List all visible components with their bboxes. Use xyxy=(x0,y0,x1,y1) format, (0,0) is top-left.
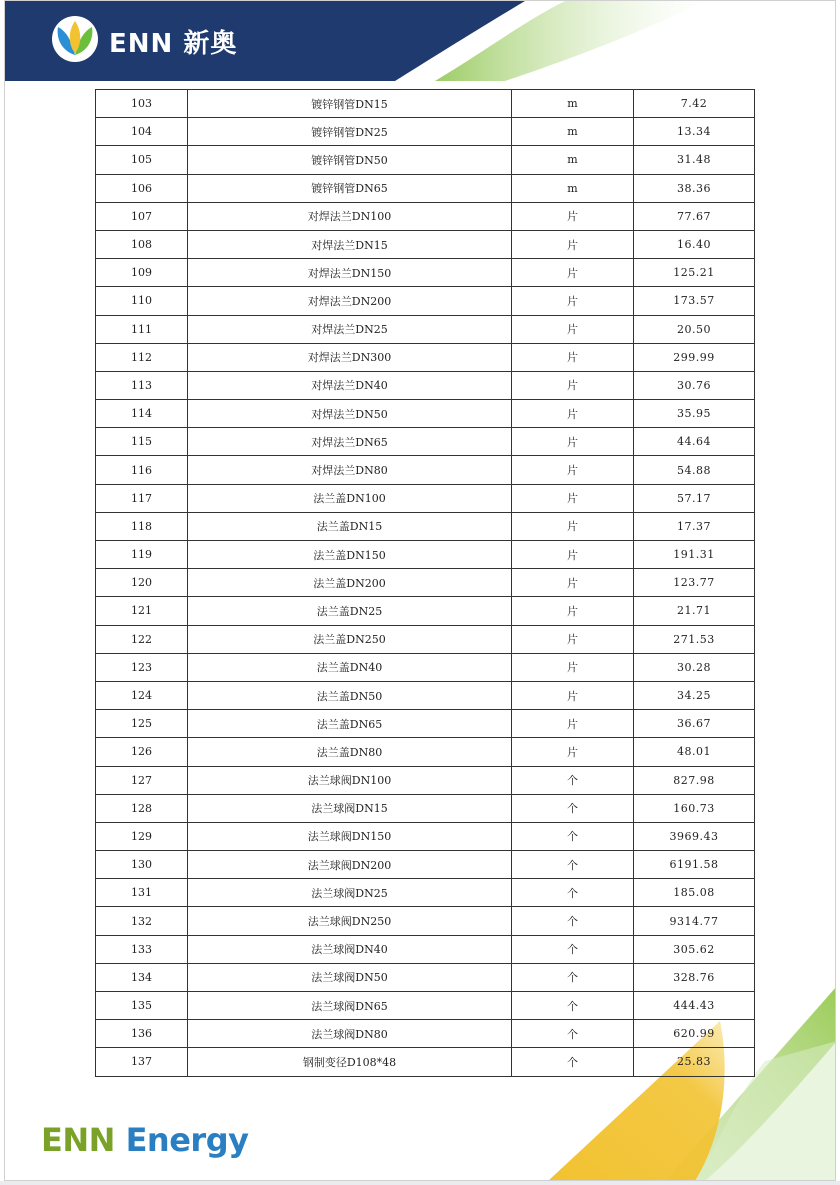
row-number-cell: 106 xyxy=(96,174,188,202)
price-cell: 36.67 xyxy=(634,710,755,738)
row-number-cell: 124 xyxy=(96,681,188,709)
row-number-cell: 111 xyxy=(96,315,188,343)
item-name-cell: 法兰盖DN150 xyxy=(188,541,512,569)
row-number-cell: 129 xyxy=(96,822,188,850)
unit-cell: m xyxy=(512,174,634,202)
brand-name: ENN 新奥 xyxy=(109,29,238,59)
item-name-cell: 法兰球阀DN150 xyxy=(188,822,512,850)
item-name-cell: 对焊法兰DN65 xyxy=(188,428,512,456)
item-name-cell: 对焊法兰DN40 xyxy=(188,371,512,399)
table-row xyxy=(96,230,755,258)
table-row xyxy=(96,371,755,399)
unit-cell: 个 xyxy=(512,851,634,879)
row-number-cell: 135 xyxy=(96,992,188,1020)
unit-cell: 片 xyxy=(512,428,634,456)
price-cell: 21.71 xyxy=(634,597,755,625)
unit-cell: 片 xyxy=(512,456,634,484)
item-name-cell: 法兰盖DN65 xyxy=(188,710,512,738)
row-number-cell: 108 xyxy=(96,230,188,258)
item-name-cell: 对焊法兰DN25 xyxy=(188,315,512,343)
item-name-cell: 法兰球阀DN65 xyxy=(188,992,512,1020)
row-number-cell: 127 xyxy=(96,766,188,794)
item-name-cell: 对焊法兰DN80 xyxy=(188,456,512,484)
table-row xyxy=(96,146,755,174)
table-row xyxy=(96,343,755,371)
price-cell: 13.34 xyxy=(634,118,755,146)
row-number-cell: 110 xyxy=(96,287,188,315)
price-cell: 57.17 xyxy=(634,484,755,512)
unit-cell: m xyxy=(512,90,634,118)
price-cell: 299.99 xyxy=(634,343,755,371)
price-cell: 123.77 xyxy=(634,569,755,597)
table-row xyxy=(96,400,755,428)
price-cell: 20.50 xyxy=(634,315,755,343)
item-name-cell: 法兰盖DN25 xyxy=(188,597,512,625)
unit-cell: 片 xyxy=(512,371,634,399)
unit-cell: 片 xyxy=(512,287,634,315)
table-row xyxy=(96,315,755,343)
unit-cell: 片 xyxy=(512,400,634,428)
unit-cell: 片 xyxy=(512,259,634,287)
row-number-cell: 118 xyxy=(96,512,188,540)
unit-cell: 片 xyxy=(512,738,634,766)
unit-cell: 个 xyxy=(512,935,634,963)
item-name-cell: 法兰盖DN100 xyxy=(188,484,512,512)
table-row xyxy=(96,456,755,484)
enn-logo-icon xyxy=(50,15,100,63)
table-row xyxy=(96,907,755,935)
item-name-cell: 法兰盖DN15 xyxy=(188,512,512,540)
item-name-cell: 法兰盖DN250 xyxy=(188,625,512,653)
row-number-cell: 113 xyxy=(96,371,188,399)
price-cell: 827.98 xyxy=(634,766,755,794)
row-number-cell: 131 xyxy=(96,879,188,907)
price-cell: 328.76 xyxy=(634,963,755,991)
price-cell: 54.88 xyxy=(634,456,755,484)
table-row xyxy=(96,653,755,681)
table-row xyxy=(96,259,755,287)
table-row xyxy=(96,822,755,850)
row-number-cell: 121 xyxy=(96,597,188,625)
table-row xyxy=(96,681,755,709)
item-name-cell: 法兰盖DN80 xyxy=(188,738,512,766)
table-row xyxy=(96,879,755,907)
price-table-body xyxy=(96,90,755,1077)
item-name-cell: 法兰球阀DN50 xyxy=(188,963,512,991)
item-name-cell: 法兰球阀DN15 xyxy=(188,794,512,822)
price-cell: 185.08 xyxy=(634,879,755,907)
row-number-cell: 117 xyxy=(96,484,188,512)
table-row xyxy=(96,569,755,597)
table-row xyxy=(96,174,755,202)
item-name-cell: 法兰盖DN40 xyxy=(188,653,512,681)
price-cell: 444.43 xyxy=(634,992,755,1020)
price-cell: 17.37 xyxy=(634,512,755,540)
table-row xyxy=(96,287,755,315)
row-number-cell: 122 xyxy=(96,625,188,653)
unit-cell: 个 xyxy=(512,794,634,822)
footer-logo-enn: ENN xyxy=(41,1121,115,1159)
unit-cell: 片 xyxy=(512,484,634,512)
item-name-cell: 镀锌钢管DN15 xyxy=(188,90,512,118)
price-cell: 7.42 xyxy=(634,90,755,118)
row-number-cell: 114 xyxy=(96,400,188,428)
table-row xyxy=(96,794,755,822)
item-name-cell: 法兰球阀DN25 xyxy=(188,879,512,907)
price-cell: 620.99 xyxy=(634,1020,755,1048)
price-cell: 160.73 xyxy=(634,794,755,822)
table-row xyxy=(96,625,755,653)
item-name-cell: 法兰盖DN200 xyxy=(188,569,512,597)
row-number-cell: 126 xyxy=(96,738,188,766)
table-row xyxy=(96,851,755,879)
item-name-cell: 对焊法兰DN300 xyxy=(188,343,512,371)
row-number-cell: 120 xyxy=(96,569,188,597)
row-number-cell: 125 xyxy=(96,710,188,738)
unit-cell: 个 xyxy=(512,907,634,935)
row-number-cell: 133 xyxy=(96,935,188,963)
footer-logo-energy: Energy xyxy=(125,1121,249,1159)
item-name-cell: 镀锌钢管DN25 xyxy=(188,118,512,146)
item-name-cell: 法兰球阀DN200 xyxy=(188,851,512,879)
table-row xyxy=(96,597,755,625)
page-bottom-edge xyxy=(0,1181,840,1185)
unit-cell: 片 xyxy=(512,202,634,230)
item-name-cell: 对焊法兰DN150 xyxy=(188,259,512,287)
row-number-cell: 132 xyxy=(96,907,188,935)
price-cell: 16.40 xyxy=(634,230,755,258)
unit-cell: 片 xyxy=(512,681,634,709)
unit-cell: 片 xyxy=(512,315,634,343)
item-name-cell: 法兰球阀DN80 xyxy=(188,1020,512,1048)
price-cell: 77.67 xyxy=(634,202,755,230)
row-number-cell: 137 xyxy=(96,1048,188,1076)
item-name-cell: 法兰球阀DN250 xyxy=(188,907,512,935)
unit-cell: 片 xyxy=(512,541,634,569)
unit-cell: 个 xyxy=(512,879,634,907)
item-name-cell: 镀锌钢管DN65 xyxy=(188,174,512,202)
document-page xyxy=(4,0,836,1181)
table-row xyxy=(96,992,755,1020)
unit-cell: 片 xyxy=(512,569,634,597)
table-row xyxy=(96,963,755,991)
price-cell: 3969.43 xyxy=(634,822,755,850)
row-number-cell: 115 xyxy=(96,428,188,456)
table-row xyxy=(96,738,755,766)
row-number-cell: 116 xyxy=(96,456,188,484)
table-row xyxy=(96,90,755,118)
item-name-cell: 法兰球阀DN40 xyxy=(188,935,512,963)
table-row xyxy=(96,118,755,146)
table-row xyxy=(96,935,755,963)
unit-cell: 个 xyxy=(512,992,634,1020)
price-cell: 30.76 xyxy=(634,371,755,399)
price-cell: 30.28 xyxy=(634,653,755,681)
unit-cell: m xyxy=(512,146,634,174)
price-cell: 173.57 xyxy=(634,287,755,315)
unit-cell: 个 xyxy=(512,822,634,850)
table-row xyxy=(96,428,755,456)
table-row xyxy=(96,484,755,512)
unit-cell: 个 xyxy=(512,1020,634,1048)
item-name-cell: 法兰盖DN50 xyxy=(188,681,512,709)
row-number-cell: 136 xyxy=(96,1020,188,1048)
row-number-cell: 109 xyxy=(96,259,188,287)
item-name-cell: 钢制变径D108*48 xyxy=(188,1048,512,1076)
item-name-cell: 法兰球阀DN100 xyxy=(188,766,512,794)
item-name-cell: 对焊法兰DN200 xyxy=(188,287,512,315)
unit-cell: 片 xyxy=(512,343,634,371)
table-row xyxy=(96,541,755,569)
row-number-cell: 107 xyxy=(96,202,188,230)
unit-cell: m xyxy=(512,118,634,146)
price-cell: 191.31 xyxy=(634,541,755,569)
table-row xyxy=(96,1020,755,1048)
row-number-cell: 134 xyxy=(96,963,188,991)
unit-cell: 片 xyxy=(512,512,634,540)
price-cell: 34.25 xyxy=(634,681,755,709)
price-cell: 6191.58 xyxy=(634,851,755,879)
price-cell: 35.95 xyxy=(634,400,755,428)
item-name-cell: 对焊法兰DN50 xyxy=(188,400,512,428)
price-cell: 38.36 xyxy=(634,174,755,202)
price-cell: 25.83 xyxy=(634,1048,755,1076)
price-cell: 9314.77 xyxy=(634,907,755,935)
price-cell: 305.62 xyxy=(634,935,755,963)
row-number-cell: 123 xyxy=(96,653,188,681)
item-name-cell: 镀锌钢管DN50 xyxy=(188,146,512,174)
unit-cell: 片 xyxy=(512,625,634,653)
row-number-cell: 128 xyxy=(96,794,188,822)
item-name-cell: 对焊法兰DN100 xyxy=(188,202,512,230)
table-row xyxy=(96,1048,755,1076)
row-number-cell: 103 xyxy=(96,90,188,118)
price-cell: 48.01 xyxy=(634,738,755,766)
row-number-cell: 119 xyxy=(96,541,188,569)
table-row xyxy=(96,202,755,230)
unit-cell: 片 xyxy=(512,597,634,625)
unit-cell: 片 xyxy=(512,230,634,258)
price-cell: 271.53 xyxy=(634,625,755,653)
unit-cell: 片 xyxy=(512,653,634,681)
price-cell: 125.21 xyxy=(634,259,755,287)
table-row xyxy=(96,766,755,794)
enn-energy-logo xyxy=(41,1121,248,1159)
item-name-cell: 对焊法兰DN15 xyxy=(188,230,512,258)
row-number-cell: 105 xyxy=(96,146,188,174)
table-row xyxy=(96,512,755,540)
unit-cell: 个 xyxy=(512,963,634,991)
unit-cell: 片 xyxy=(512,710,634,738)
row-number-cell: 130 xyxy=(96,851,188,879)
row-number-cell: 112 xyxy=(96,343,188,371)
price-cell: 31.48 xyxy=(634,146,755,174)
price-table xyxy=(95,89,755,1077)
row-number-cell: 104 xyxy=(96,118,188,146)
price-cell: 44.64 xyxy=(634,428,755,456)
unit-cell: 个 xyxy=(512,766,634,794)
table-row xyxy=(96,710,755,738)
unit-cell: 个 xyxy=(512,1048,634,1076)
